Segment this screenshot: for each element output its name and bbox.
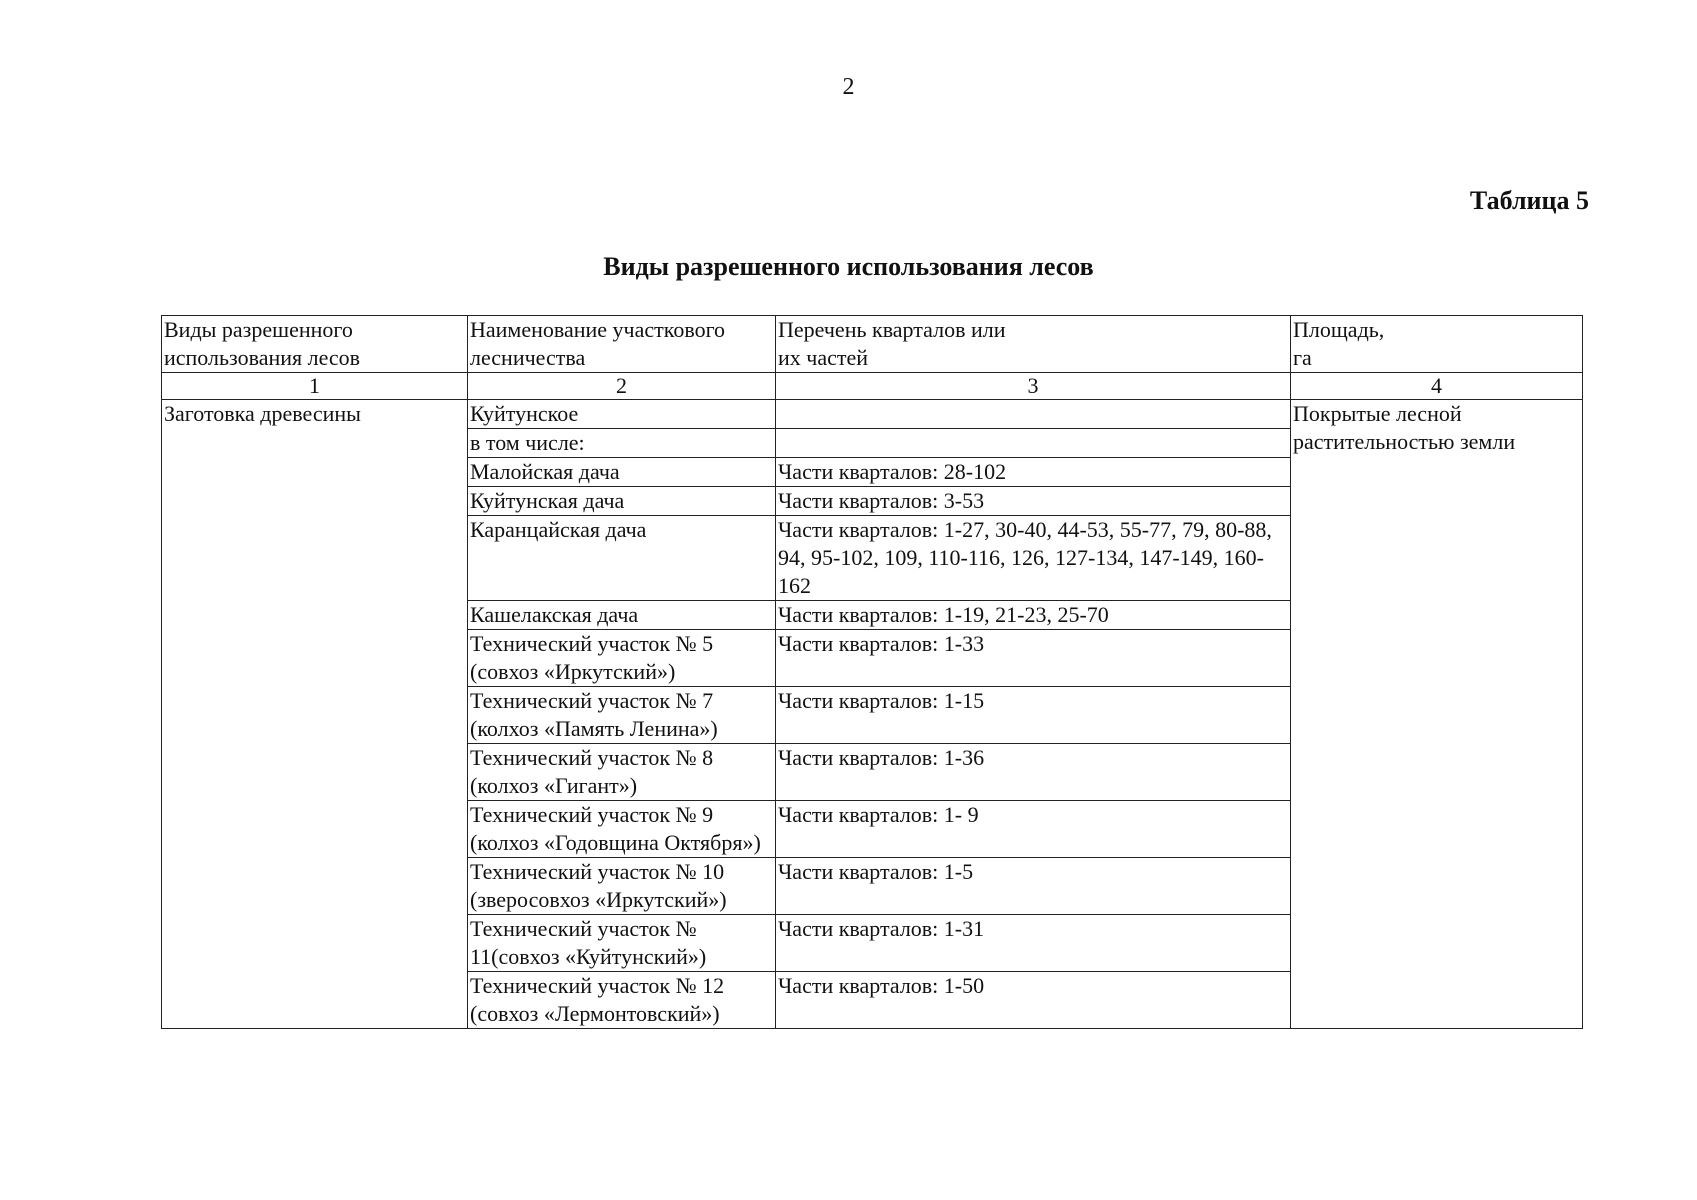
quarters-cell: Части кварталов: 28-102 (776, 458, 1291, 487)
header-cell-forestry: Наименование участкового лесничества (468, 316, 776, 373)
forestry-cell: Технический участок № 9 (колхоз «Годовщина Октября») (468, 801, 776, 858)
header-cell-area: Площадь, га (1291, 316, 1583, 373)
use-type-cell: Заготовка древесины (162, 400, 468, 1029)
quarters-cell: Части кварталов: 1-5 (776, 858, 1291, 915)
header-cell-use-type: Виды разрешенного использования лесов (162, 316, 468, 373)
forestry-cell: Малойская дача (468, 458, 776, 487)
forestry-cell: в том числе: (468, 429, 776, 458)
forestry-cell: Технический участок № 11(совхоз «Куйтунский») (468, 915, 776, 972)
table-header-row (162, 316, 1583, 373)
quarters-cell: Части кварталов: 1-36 (776, 744, 1291, 801)
forestry-cell: Технический участок № 5 (совхоз «Иркутский») (468, 630, 776, 687)
document-title: Виды разрешенного использования лесов (603, 252, 1094, 281)
forestry-cell: Куйтунское (468, 400, 776, 429)
header-cell-quarters: Перечень кварталов или их частей (776, 316, 1291, 373)
quarters-cell: Части кварталов: 1-50 (776, 972, 1291, 1029)
column-number-row (162, 373, 1583, 400)
forestry-cell: Каранцайская дача (468, 516, 776, 601)
table-row (162, 400, 1583, 429)
forest-use-table (161, 315, 1583, 1029)
quarters-cell: Части кварталов: 1-31 (776, 915, 1291, 972)
quarters-cell: Части кварталов: 1-27, 30-40, 44-53, 55-77, 79, 80-88, 94, 95-102, 109, 110-116, 126, 127-134, 147-149, 160-162 (776, 516, 1291, 601)
quarters-cell: Части кварталов: 1-15 (776, 687, 1291, 744)
forestry-cell: Технический участок № 10 (зверосовхоз «Иркутский») (468, 858, 776, 915)
area-cell: Покрытые лесной растительностью земли (1291, 400, 1583, 1029)
quarters-cell: Части кварталов: 1- 9 (776, 801, 1291, 858)
quarters-cell (776, 400, 1291, 429)
quarters-cell: Части кварталов: 1-19, 21-23, 25-70 (776, 601, 1291, 630)
page-number: 2 (842, 74, 855, 100)
quarters-cell: Части кварталов: 3-53 (776, 487, 1291, 516)
forestry-cell: Технический участок № 8 (колхоз «Гигант») (468, 744, 776, 801)
column-number: 1 (162, 373, 468, 400)
forestry-cell: Технический участок № 12 (совхоз «Лермонтовский») (468, 972, 776, 1029)
column-number: 4 (1291, 373, 1583, 400)
forestry-cell: Кашелакская дача (468, 601, 776, 630)
quarters-cell (776, 429, 1291, 458)
quarters-cell: Части кварталов: 1-33 (776, 630, 1291, 687)
forestry-cell: Куйтунская дача (468, 487, 776, 516)
column-number: 3 (776, 373, 1291, 400)
forestry-cell: Технический участок № 7 (колхоз «Память Ленина») (468, 687, 776, 744)
column-number: 2 (468, 373, 776, 400)
table-label: Таблица 5 (1469, 186, 1589, 215)
